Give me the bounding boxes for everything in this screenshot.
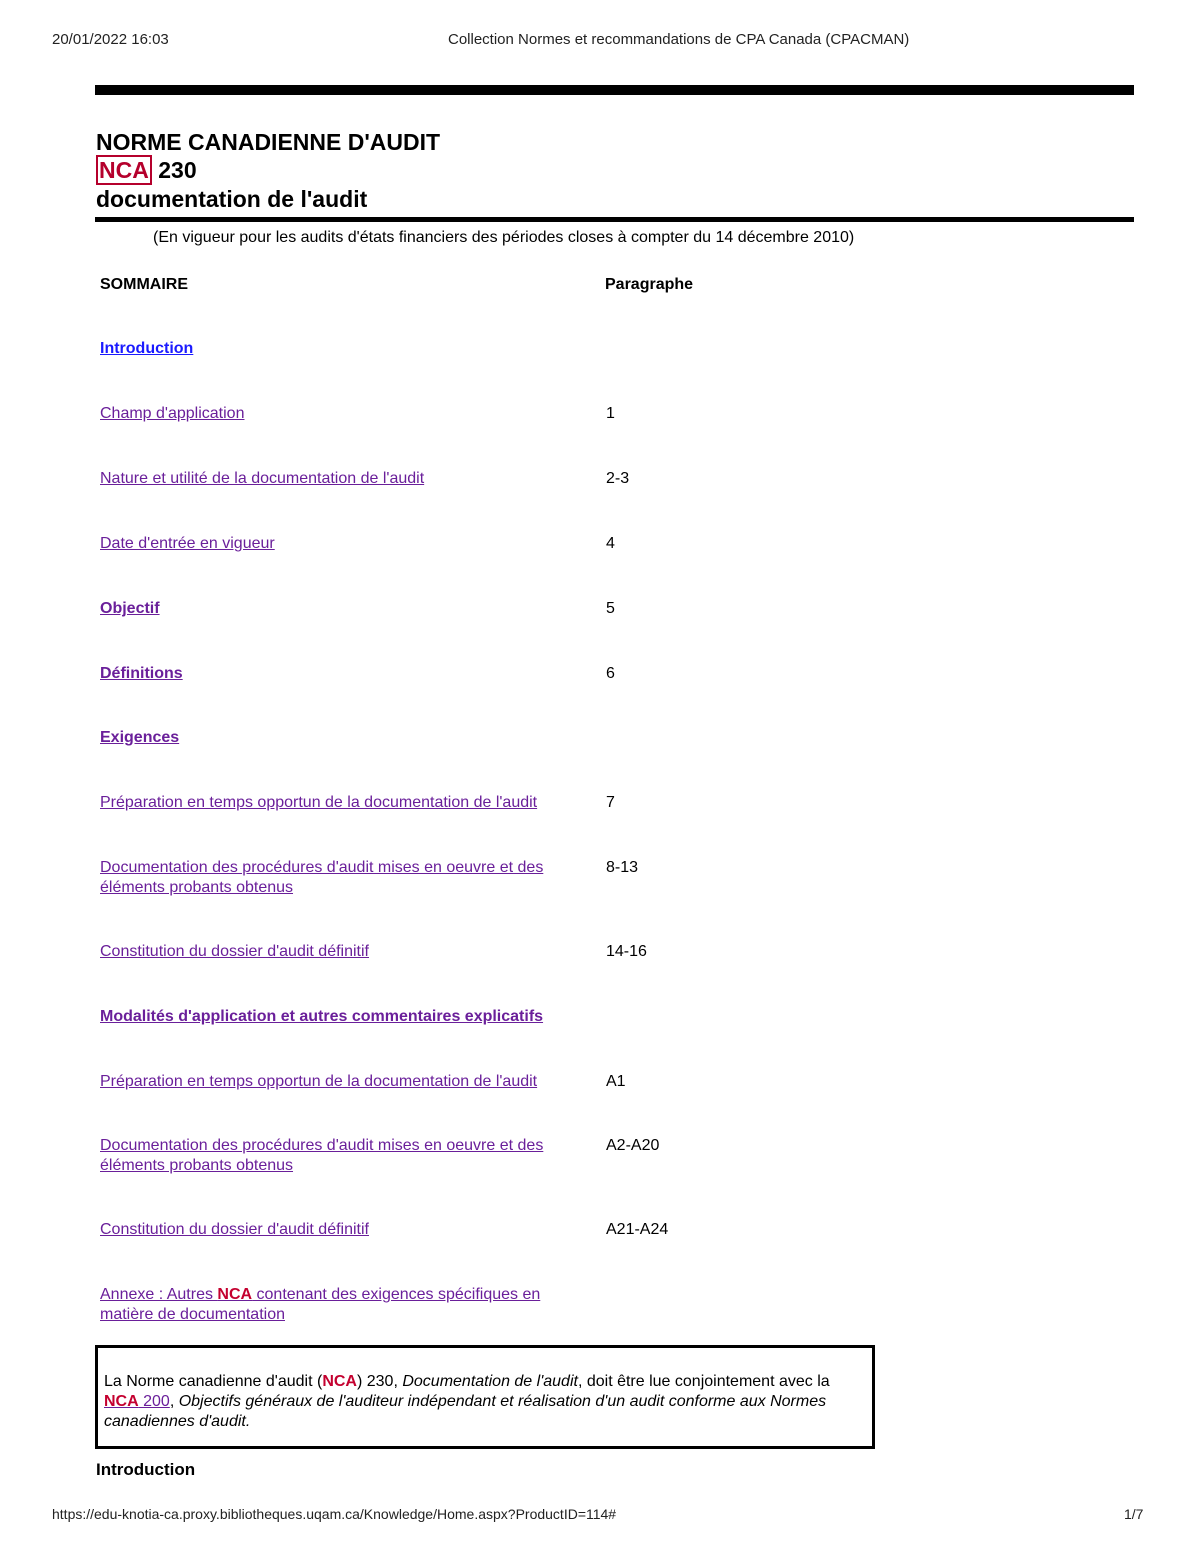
effective-date-note: (En vigueur pour les audits d'états financiers des périodes closes à compter du 14 décembre 2010) [153,229,855,246]
toc-link-preparation-temps-opportun[interactable]: Préparation en temps opportun de la documentation de l'audit [100,794,538,811]
annex-suffix: contenant des exigences spécifiques en matière de documentation [100,1286,541,1323]
nca-highlight: NCA [96,155,152,185]
note-text: ) 230, [356,1373,403,1390]
toc-link-modalites-application[interactable]: Modalités d'application et autres commentaires explicatifs [100,1008,544,1025]
toc-link-introduction[interactable]: Introduction [100,340,194,357]
toc-para: 6 [606,665,615,682]
toc-link-exigences[interactable]: Exigences [100,729,180,746]
nca-highlight: NCA [322,1373,357,1390]
toc-para: 5 [606,600,615,617]
toc-link-champ-application[interactable]: Champ d'application [100,405,245,422]
note-title-italic: Objectifs généraux de l'auditeur indépendant et réalisation d'un audit conforme aux Normes canadiennes d'audit. [104,1393,827,1430]
toc-header-sommaire: SOMMAIRE [100,276,188,293]
section-heading-introduction: Introduction [96,1460,196,1479]
toc-para: 2-3 [606,470,630,487]
toc-para: 4 [606,535,615,552]
nca-200-number: 200 [138,1393,170,1410]
toc-link-constitution-dossier-a[interactable]: Constitution du dossier d'audit définitif [100,1221,369,1238]
toc-link-nature-utilite[interactable]: Nature et utilité de la documentation de l'audit [100,470,425,487]
toc-para: A2-A20 [606,1137,660,1154]
page-number: 1/7 [1124,1506,1144,1522]
toc-link-preparation-temps-opportun-a[interactable]: Préparation en temps opportun de la documentation de l'audit [100,1073,538,1090]
annex-prefix: Annexe : Autres [100,1286,218,1303]
standard-number-value: 230 [158,157,197,183]
top-rule [95,85,1134,95]
toc-para: 8-13 [606,859,639,876]
toc-link-documentation-procedures[interactable]: Documentation des procédures d'audit mises en oeuvre et des éléments probants obtenus [100,859,544,896]
toc-link-date-entree-vigueur[interactable]: Date d'entrée en vigueur [100,535,275,552]
toc-link-documentation-procedures-a[interactable]: Documentation des procédures d'audit mises en oeuvre et des éléments probants obtenus [100,1137,544,1174]
print-datetime: 20/01/2022 16:03 [52,31,169,48]
toc-para: A21-A24 [606,1221,669,1238]
note-box [95,1345,875,1449]
toc-para: 1 [606,405,615,422]
toc-header-paragraphe: Paragraphe [605,276,694,293]
toc-link-annexe[interactable] [100,1285,595,1325]
print-title: Collection Normes et recommandations de CPA Canada (CPACMAN) [448,31,910,48]
toc-para: 14-16 [606,943,647,960]
nca-highlight: NCA [104,1393,139,1410]
note-text: , doit être lue conjointement avec la [577,1373,830,1390]
nca-highlight: NCA [217,1286,253,1303]
toc-link-definitions[interactable]: Définitions [100,665,183,682]
page-url: https://edu-knotia-ca.proxy.bibliotheques.uqam.ca/Knowledge/Home.aspx?ProductID=114# [52,1506,617,1522]
note-text: , [169,1393,179,1410]
toc-link-constitution-dossier[interactable]: Constitution du dossier d'audit définitif [100,943,369,960]
note-text: La Norme canadienne d'audit ( [104,1373,323,1390]
standard-number [96,156,197,184]
nca-200-link[interactable] [104,1393,170,1410]
toc-para: A1 [606,1073,626,1090]
title-rule [95,217,1134,222]
toc-link-objectif[interactable]: Objectif [100,600,160,617]
toc-para: 7 [606,794,615,811]
standard-subject: documentation de l'audit [96,186,368,212]
standard-heading: NORME CANADIENNE D'AUDIT [96,129,441,155]
note-title-italic: Documentation de l'audit [402,1373,578,1390]
